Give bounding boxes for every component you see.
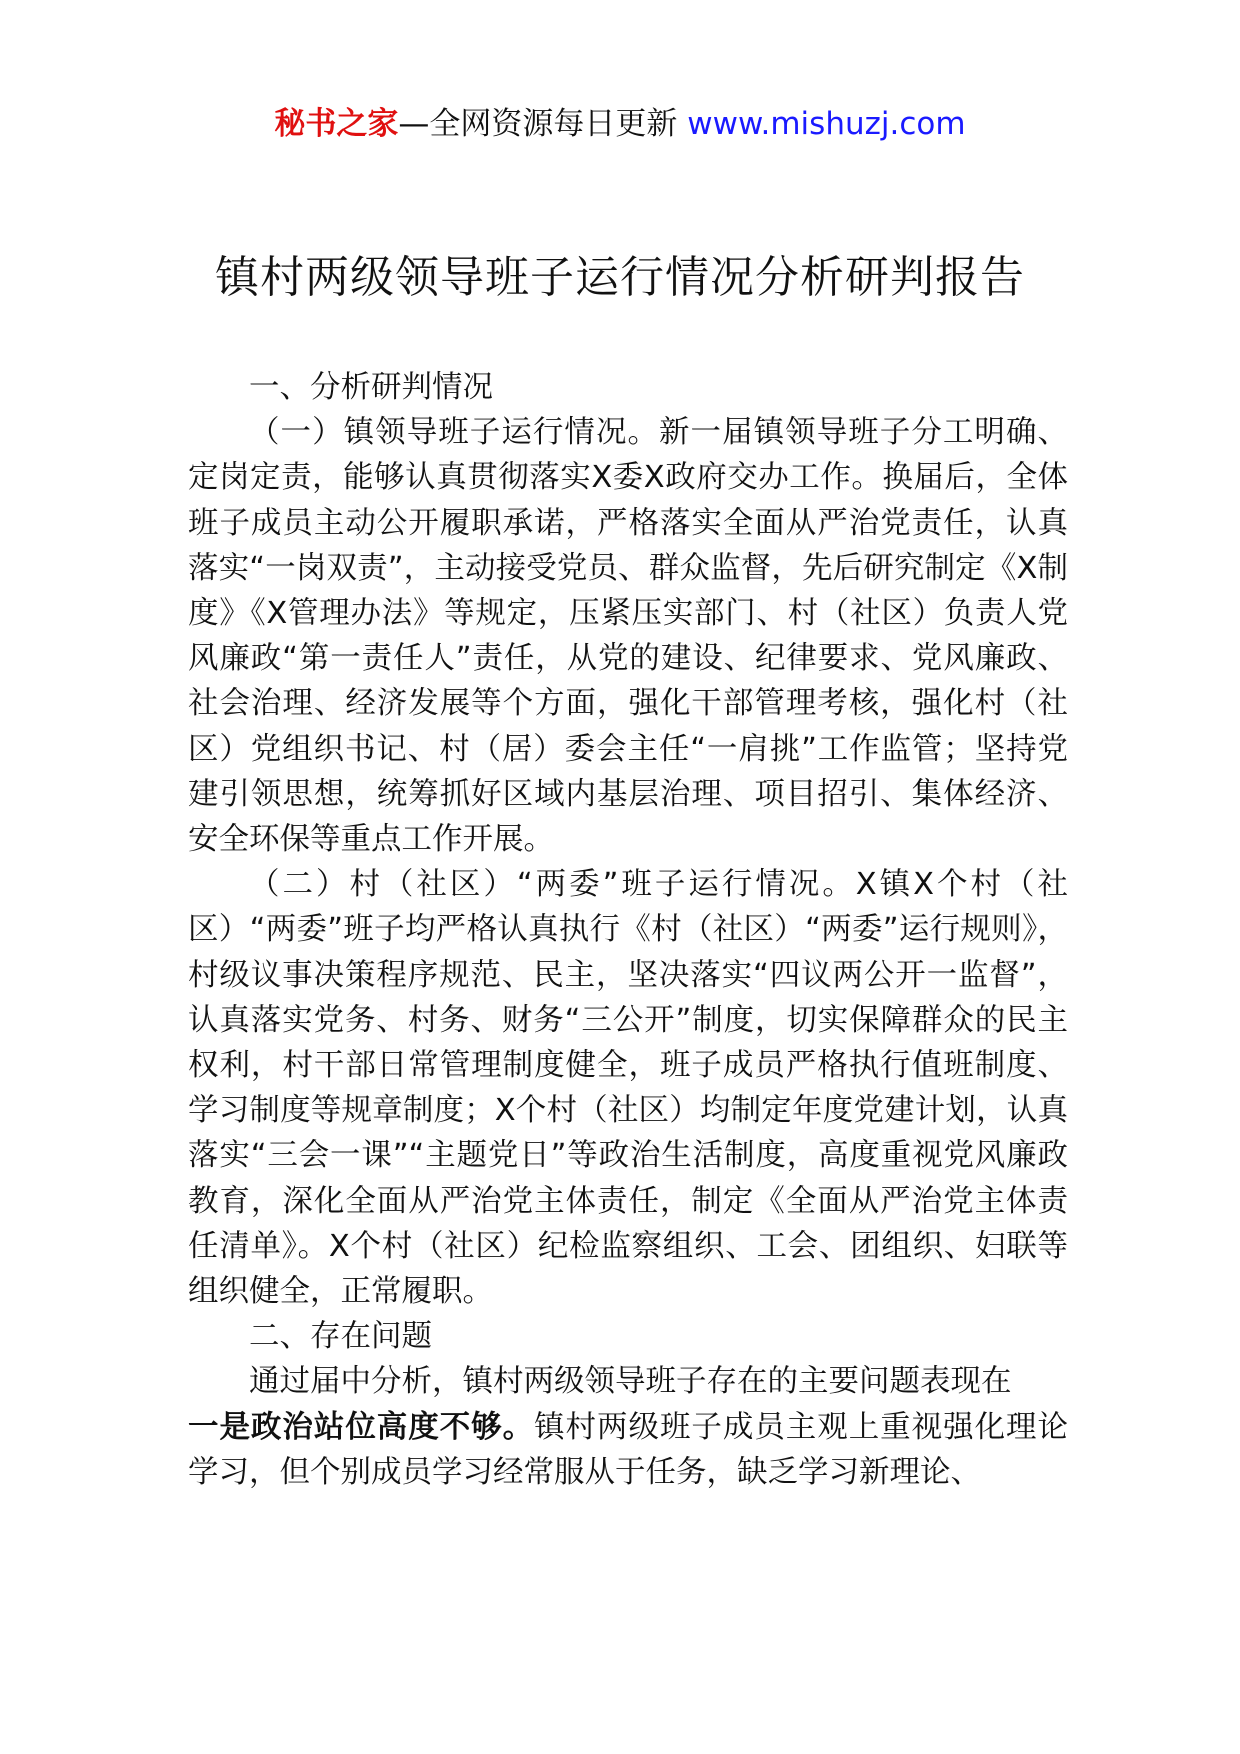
paragraph-problems-intro: 通过届中分析，镇村两级领导班子存在的主要问题表现在: [249, 1364, 1012, 1400]
header-tagline: —全网资源每日更新: [398, 106, 688, 142]
section-heading-analysis: 一、分析研判情况: [249, 370, 493, 405]
problem-one-text: 镇村两级班子成员主观上重视强化理论学习，但个别成员学习经常服从于任务，缺乏学习新理论、: [188, 1409, 1069, 1490]
document-body: [188, 365, 1068, 1495]
site-header: [0, 103, 1240, 145]
brand-name: 秘书之家: [274, 106, 399, 142]
problem-one-lead: 一是政治站位高度不够。: [188, 1409, 535, 1445]
section-heading-problems: 二、存在问题: [249, 1319, 432, 1355]
paragraph-problem-one: [188, 1405, 1068, 1495]
site-url-link[interactable]: www.mishuzj.com: [687, 106, 966, 142]
paragraph-village-committees: （二）村（社区）“两委”班子运行情况。X镇X个村（社区）“两委”班子均严格认真执行《村（社区）“两委”运行规则》，村级议事决策程序规范、民主，坚决落实“四议两公开一监督”，认真落实党务、村务、财务“三公开”制度，切实保障群众的民主权利，村干部日常管理制度健全，班子成员严格执行值班制度、学习制度等规章制度；X个村（社区）均制定年度党建计划，认真落实“三会一课”“主题党日”等政治生活制度，高度重视党风廉政教育，深化全面从严治党主体责任，制定《全面从严治党主体责任清单》。X个村（社区）纪检监察组织、工会、团组织、妇联等组织健全，正常履职。: [188, 867, 1068, 1310]
document-title: 镇村两级领导班子运行情况分析研判报告: [215, 252, 1025, 303]
paragraph-town-leadership: （一）镇领导班子运行情况。新一届镇领导班子分工明确、定岗定责，能够认真贯彻落实X委X政府交办工作。换届后，全体班子成员主动公开履职承诺，严格落实全面从严治党责任，认真落实“一岗双责”，主动接受党员、群众监督，先后研究制定《X制度》《X管理办法》等规定，压紧压实部门、村（社区）负责人党风廉政“第一责任人”责任，从党的建设、纪律要求、党风廉政、社会治理、经济发展等个方面，强化干部管理考核，强化村（社区）党组织书记、村（居）委会主任“一肩挑”工作监管；坚持党建引领思想，统筹抓好区域内基层治理、项目招引、集体经济、安全环保等重点工作开展。: [188, 415, 1068, 858]
